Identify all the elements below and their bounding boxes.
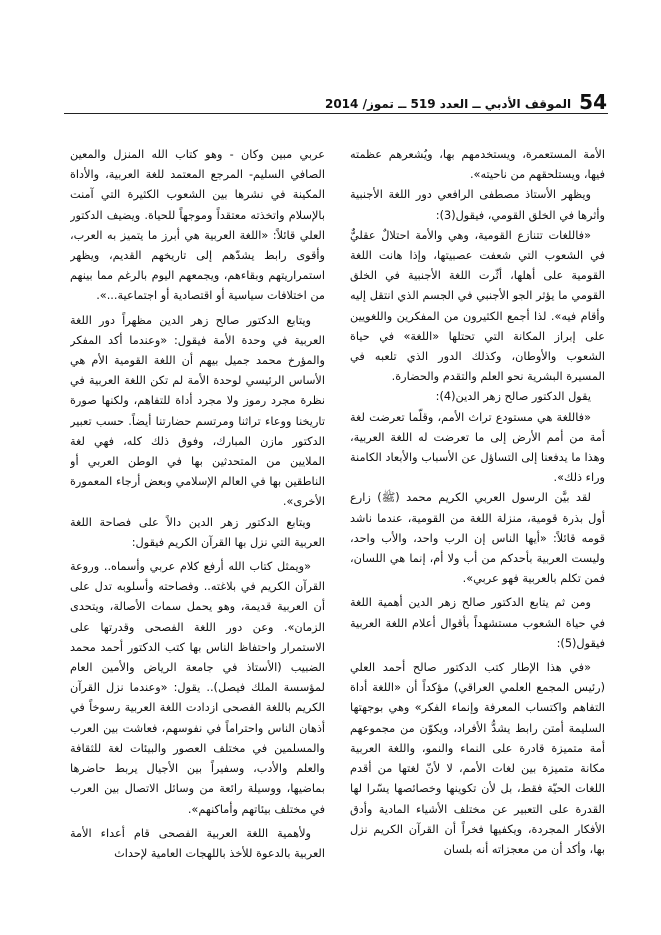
page-number: 54 [579, 90, 607, 114]
paragraph: لقد بيَّن الرسول العربي الكريم محمد (ﷺ) زارع أول بذرة قومية، منزلة اللغة من القومية، عندما ناشد قومه قائلاً: «أيها الناس إن الرب واحد، والأب واحد، وليست العربية بأحدكم من أب ولا أم، إنما هي اللسان، فمن تكلم بالعربية فهو عربي». [350, 491, 605, 586]
paragraph: «فاللغة هي مستودع تراث الأمم، وقلّما تعرضت لغة أمة من أمم الأرض إلى ما تعرضت له اللغة العربية، وهذا ما يدفعنا إلى التساؤل عن الأسباب والأبعاد الكامنة وراء ذلك». [350, 410, 605, 485]
paragraph: «ويمثل كتاب الله أرفع كلام عربي وأسماه.. وروعة القرآن الكريم في بلاغته.. وفصاحته وأسلوبه تدل على أن العربية قديمة، وهو يحمل سمات الأصالة، ويتحدى الزمان». وعن دور اللغة الفصحى وقدرتها على الاستمرار واحتفاظ الناس بها كتب الدكتور أحمد محمد الضبيب (الأستاذ في جامعة الرياض والأمين العام لمؤسسة الملك فيصل).. يقول: «وعندما نزل القرآن الكريم باللغة الفصحى ازدادت اللغة العربية رسوخاً في أذهان الناس واحتراماً في نفوسهم، فعاشت بين العرب والمسلمين في مختلف العصور والبيئات لغة للثقافة والعلم والأدب، وسفيراً بين الأجيال يربط حاضرها بماضيها، ووسيلة رائعة من وسائل الاتصال بين العرب في مختلف بيئاتهم وأماكنهم». [70, 560, 325, 816]
paragraph: عربي مبين وكان - وهو كتاب الله المنزل والمعين الصافي السليم- المرجع المعتمد للغة العربية، والأداة المكينة في نشرها بين الشعوب الكثيرة التي آمنت بالإسلام واتخذته معتقداً وموجهاً للحياة. ويضيف الدكتور العلي قائلاً: «اللغة العربية هي أبرز ما يتميز به العرب، وأقوى رابط يشدّهم إلى تاريخهم القديم، ويظهر استمراريتهم وبقاءهم، ويجمعهم اليوم بالرغم مما بينهم من اختلافات سياسية أو اقتصادية أو اجتماعية...». [70, 148, 325, 303]
header-rule [64, 113, 608, 114]
paragraph: ويتابع الدكتور زهر الدين دالاً على فصاحة اللغة العربية التي نزل بها القرآن الكريم فيقول: [70, 515, 325, 549]
paragraph: ومن ثم يتابع الدكتور صالح زهر الدين أهمية اللغة في حياة الشعوب مستشهداً بأقوال أعلام اللغة العربية فيقول(5): [350, 596, 605, 650]
paragraph: «فاللغات تتنازع القومية، وهي والأمة احتلالٌ عقليٌّ في الشعوب التي شعفت عصبيتها، وإذا هانت اللغة القومية على أهلها، أثّرت اللغة الأجنبية في الخلق القومي ما يؤثر الجو الأجنبي في الجسم الذي انتقل إليه وأقام فيه». لذا أجمع الكثيرون من المفكرين واللغويين على إبراز المكانة التي تحتلها «اللغة» في حياة الشعوب والأوطان، وكذلك الدور الذي تلعبه في المسيرة البشرية نحو العلم والتقدم والحضارة. [350, 228, 605, 384]
paragraph: ويظهر الأستاذ مصطفى الرافعي دور اللغة الأجنبية وأثرها في الخلق القومي، فيقول(3): [350, 188, 605, 222]
left-column [70, 145, 325, 900]
paragraph: ويتابع الدكتور صالح زهر الدين مظهراً دور اللغة العربية في وحدة الأمة فيقول: «وعندما أكد المفكر والمؤرخ محمد جميل بيهم أن اللغة القومية الأم هي الأساس الرئيسي لوحدة الأمة لم تكن اللغة العربية في نظرة مجرد رموز ولا مجرد أداة للتفاهم، ولكنها صورة تاريخنا ووعاء تراثنا ومرتسم حضارتنا أيضاً. حسب تعبير الدكتور مازن المبارك، وفوق ذلك كله، فهي لغة الملايين من المتحدثين بها في الوطن العربي أو الناطقين بها في العالم الإسلامي وبعض أرجاء المعمورة الأخرى». [70, 313, 325, 509]
running-title: الموقف الأدبي ــ العدد 519 ــ تموز/ 2014 [324, 97, 572, 111]
paragraph: ولأهمية اللغة العربية الفصحى قام أعداء الأمة العربية بالدعوة للأخذ باللهجات العامية لإحداث [70, 826, 325, 860]
paragraph: الأمة المستعمرة، ويستخدمهم بها، ويُشعرهم عظمته فيها، ويستلحقهم من ناحيته». [350, 148, 605, 182]
paragraph: يقول الدكتور صالح زهر الدين(4): [435, 390, 591, 404]
paragraph: «في هذا الإطار كتب الدكتور صالح أحمد العلي (رئيس المجمع العلمي العراقي) مؤكداً أن «اللغة أداة التفاهم واكتساب المعرفة وإنماء الفكر» وهي بوجهتها السليمة أمتن رابط يشدُّ الأفراد، ويكوّن من مجموعهم أمة متميزة قادرة على النماء والنمو، واللغة العربية مكانة متميزة بين لغات الأمم، لا لأنّ لغتها من أقدم اللغات الحيّة فقط، بل لأن تكوينها وخصائصها يسّرا لها القدرة على التعبير عن مختلف الأشياء المادية وأدق الأفكار المجردة، ويكفيها فخراً أن القرآن الكريم نزل بها، وأكد أن من معجزاته أنه بلسان [350, 661, 605, 856]
page-header [324, 86, 607, 114]
right-column [350, 145, 605, 900]
